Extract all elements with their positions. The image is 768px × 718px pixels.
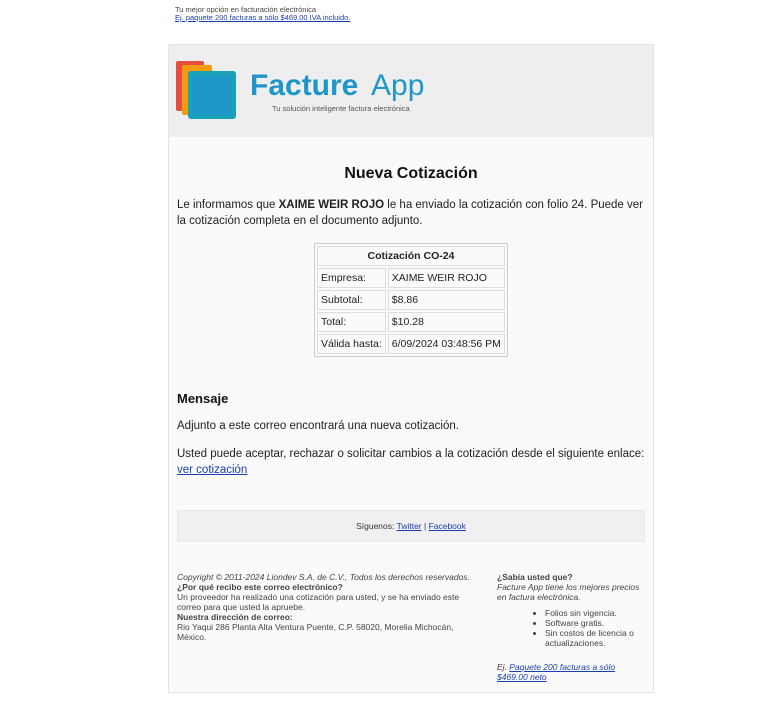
quote-row-empresa: Empresa: XAIME WEIR ROJO bbox=[317, 268, 505, 288]
benefit-item: • Folios sin vigencia. bbox=[545, 608, 647, 618]
email-body bbox=[169, 137, 653, 542]
did-you-know-text: Facture App tiene los mejores precios en factura electrónica. bbox=[497, 582, 640, 602]
footer-left bbox=[177, 572, 477, 642]
logo-name-bold: Facture bbox=[250, 69, 359, 102]
why-text: Un proveedor ha realizado una cotización para usted, y se ha enviado este correo para que usted la apruebe. bbox=[177, 592, 460, 612]
footer bbox=[169, 542, 653, 692]
quote-row-subtotal: Subtotal: $8.86 bbox=[317, 290, 505, 310]
page-title: Nueva Cotización bbox=[344, 165, 478, 182]
did-you-know-heading: ¿Sabía usted que? bbox=[497, 572, 573, 582]
preheader bbox=[168, 0, 654, 44]
email-card bbox=[168, 44, 654, 693]
benefit-item: • Software gratis. bbox=[545, 618, 647, 628]
logo-name-light: App bbox=[371, 69, 425, 102]
view-quote-link[interactable]: ver cotización bbox=[177, 464, 248, 476]
intro-text: Le informamos que XAIME WEIR ROJO le ha enviado la cotización con folio 24. Puede ver la cotización completa en el documento adjunto. bbox=[177, 199, 643, 227]
address-heading: Nuestra dirección de correo: bbox=[177, 612, 293, 622]
logo-blue-sheet bbox=[192, 75, 232, 115]
quote-table bbox=[314, 243, 508, 357]
email-wrapper bbox=[168, 0, 654, 693]
facebook-link[interactable]: Facebook bbox=[428, 521, 466, 531]
twitter-link[interactable]: Twitter bbox=[396, 521, 422, 531]
footer-promo-link[interactable]: Paquete 200 facturas a sólo $469.00 neto bbox=[497, 662, 616, 682]
preheader-promo-link[interactable]: Ej. paquete 200 facturas a sólo $469.00 IVA incluido. bbox=[175, 13, 351, 22]
message-text: Adjunto a este correo encontrará una nueva cotización. bbox=[177, 420, 459, 432]
quote-row-valid-until: Válida hasta: 6/09/2024 03:48:56 PM bbox=[317, 334, 505, 354]
copyright-text: Copyright © 2011-2024 Liondev S.A. de C.V., Todos los derechos reservados. bbox=[177, 572, 470, 582]
quote-row-total: Total: $10.28 bbox=[317, 312, 505, 332]
logo-slogan: Tu solución inteligente factura electrónica bbox=[272, 104, 410, 113]
why-heading: ¿Por qué recibo este correo electrónico? bbox=[177, 582, 343, 592]
facture-app-logo bbox=[174, 59, 454, 121]
social-bar: Síguenos: Twitter | Facebook bbox=[177, 510, 645, 542]
footer-promo: Ej. Paquete 200 facturas a sólo $469.00 neto bbox=[497, 662, 616, 682]
footer-right bbox=[497, 572, 647, 682]
address-text: Rio Yaqui 286 Planta Alta Ventura Puente, C.P. 58020, Morelia Michocán, México. bbox=[177, 622, 454, 642]
quote-table-header: Cotización CO-24 bbox=[317, 246, 505, 266]
benefits-list bbox=[497, 608, 647, 648]
preheader-tagline: Tu mejor opción en facturación electrónica bbox=[175, 5, 317, 14]
intro-company: XAIME WEIR ROJO bbox=[278, 199, 385, 211]
benefit-item: • Sin costos de licencia o actualizaciones. bbox=[545, 628, 647, 648]
message-heading: Mensaje bbox=[177, 391, 229, 406]
action-text: Usted puede aceptar, rechazar o solicitar cambios a la cotización desde el siguiente enlace: ver cotización bbox=[177, 448, 645, 476]
header-banner bbox=[169, 45, 653, 137]
